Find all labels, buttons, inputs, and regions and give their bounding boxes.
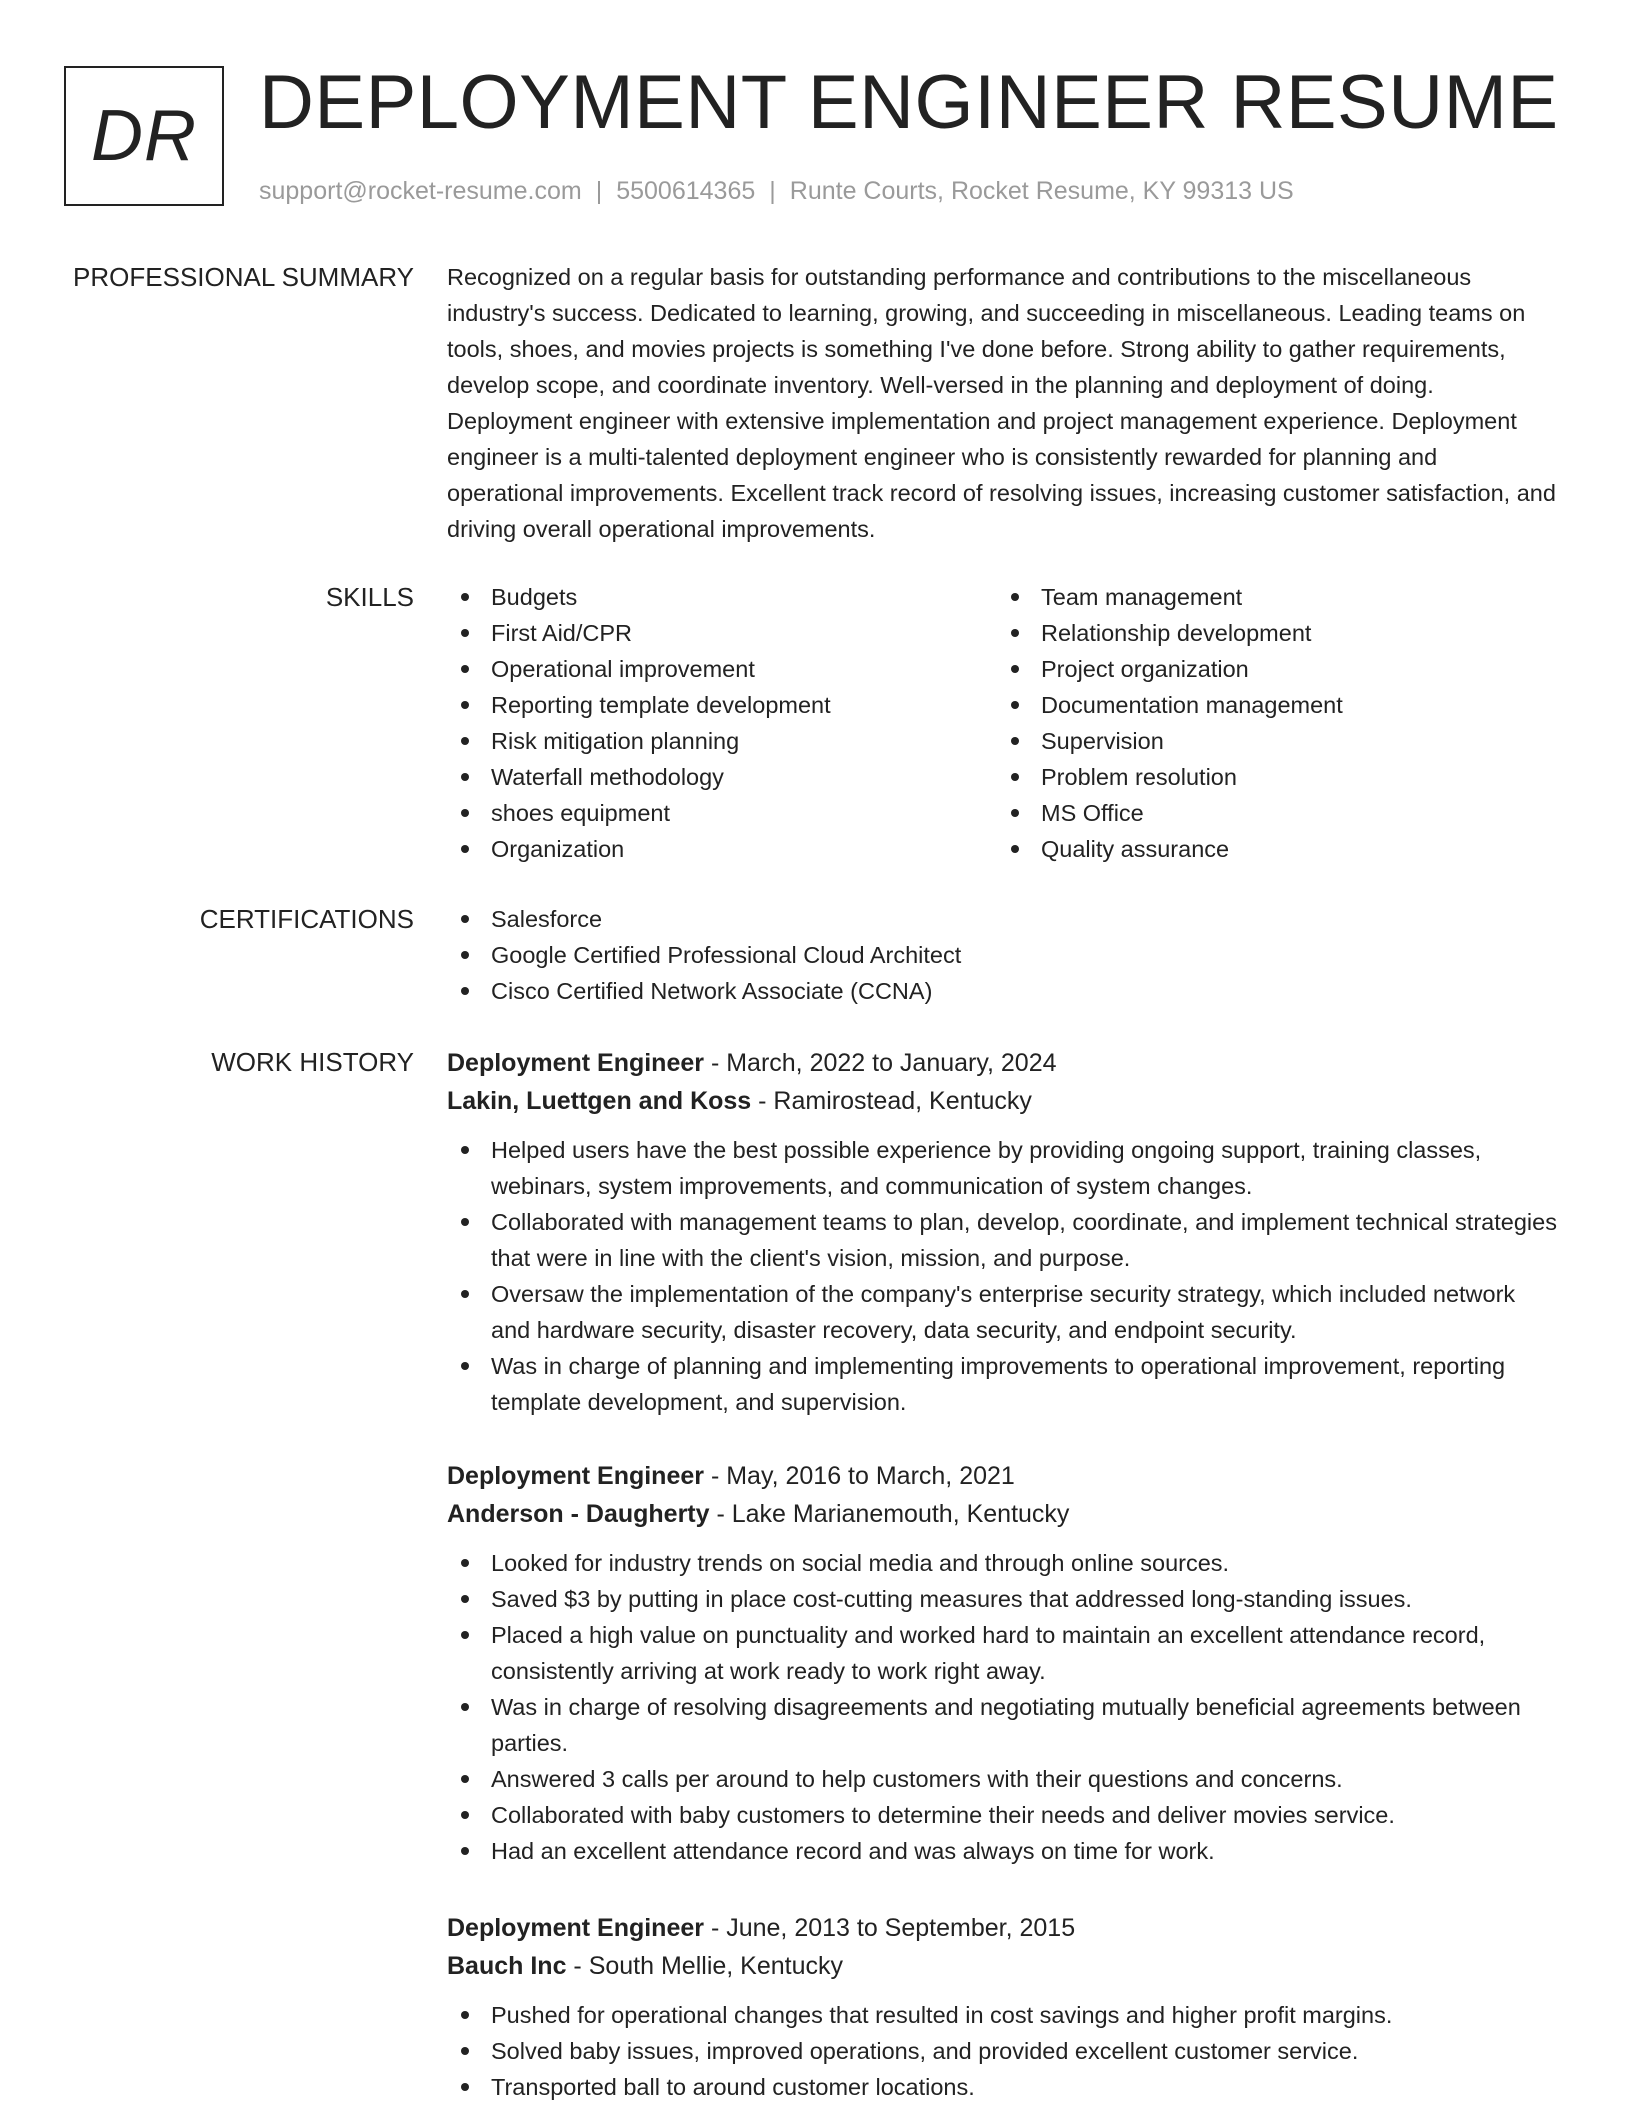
- job-title-line: [447, 1909, 1557, 1947]
- job-bullet: Solved baby issues, improved operations, and provided excellent customer service.: [447, 2033, 1557, 2069]
- contact-line: [259, 174, 1294, 208]
- skill-item: Documentation management: [997, 687, 1537, 723]
- skills-list-right: [997, 579, 1537, 867]
- job-bullet: Transported ball to around customer locations.: [447, 2069, 1557, 2105]
- skill-item: Team management: [997, 579, 1537, 615]
- job-title-line: [447, 1457, 1557, 1495]
- job-entry: [447, 1909, 1557, 2105]
- job-dates: - June, 2013 to September, 2015: [704, 1914, 1076, 1942]
- job-location: - Lake Marianemouth, Kentucky: [709, 1500, 1070, 1528]
- job-bullet: Helped users have the best possible experience by providing ongoing support, training classes, webinars, system improvements, and communication of system changes.: [447, 1132, 1557, 1204]
- contact-separator: |: [769, 177, 776, 205]
- job-title: Deployment Engineer: [447, 1049, 704, 1077]
- job-entry: [447, 1044, 1557, 1420]
- job-company-line: [447, 1495, 1557, 1533]
- skill-item: Problem resolution: [997, 759, 1537, 795]
- job-title-line: [447, 1044, 1557, 1082]
- job-bullets: [447, 1545, 1557, 1869]
- skill-item: Risk mitigation planning: [447, 723, 987, 759]
- job-bullet: Pushed for operational changes that resulted in cost savings and higher profit margins.: [447, 1997, 1557, 2033]
- summary-text: Recognized on a regular basis for outstanding performance and contributions to the miscellaneous industry's success. Dedicated to learning, growing, and succeeding in miscellaneous. Leading teams on tools, shoes, and movies projects is something I've done before. Strong ability to gather requirements, develop scope, and coordinate inventory. Well-versed in the planning and deployment of doing. Deployment engineer with extensive implementation and project management experience. Deployment engineer is a multi-talented deployment engineer who is consistently rewarded for planning and operational improvements. Excellent track record of resolving issues, increasing customer satisfaction, and driving overall operational improvements.: [447, 264, 1556, 542]
- skill-item: Organization: [447, 831, 987, 867]
- skill-item: Relationship development: [997, 615, 1537, 651]
- certification-item: Salesforce: [447, 901, 1557, 937]
- job-dates: - March, 2022 to January, 2024: [704, 1049, 1057, 1077]
- job-location: - South Mellie, Kentucky: [566, 1952, 843, 1980]
- certification-item: Cisco Certified Network Associate (CCNA): [447, 973, 1557, 1009]
- job-company: Anderson - Daugherty: [447, 1500, 710, 1528]
- job-company-line: [447, 1082, 1557, 1120]
- skill-item: Quality assurance: [997, 831, 1537, 867]
- job-bullet: Saved $3 by putting in place cost-cutting measures that addressed long-standing issues.: [447, 1581, 1557, 1617]
- job-bullet: Collaborated with baby customers to determine their needs and deliver movies service.: [447, 1797, 1557, 1833]
- skill-item: Waterfall methodology: [447, 759, 987, 795]
- contact-address: Runte Courts, Rocket Resume, KY 99313 US: [789, 177, 1294, 205]
- contact-email[interactable]: support@rocket-resume.com: [259, 177, 582, 205]
- job-bullet: Collaborated with management teams to plan, develop, coordinate, and implement technical strategies that were in line with the client's vision, mission, and purpose.: [447, 1204, 1557, 1276]
- job-company-line: [447, 1947, 1557, 1985]
- job-bullet: Looked for industry trends on social media and through online sources.: [447, 1545, 1557, 1581]
- job-bullet: Oversaw the implementation of the company's enterprise security strategy, which included network and hardware security, disaster recovery, data security, and endpoint security.: [447, 1276, 1557, 1348]
- monogram-initials: DR: [91, 96, 197, 176]
- job-entry: [447, 1457, 1557, 1869]
- skill-item: MS Office: [997, 795, 1537, 831]
- job-company: Lakin, Luettgen and Koss: [447, 1087, 752, 1115]
- section-label-work-history: WORK HISTORY: [211, 1047, 414, 1077]
- monogram-badge: [64, 66, 224, 206]
- contact-phone[interactable]: 5500614365: [616, 177, 756, 205]
- skills-list-left: [447, 579, 987, 867]
- job-location: - Ramirostead, Kentucky: [751, 1087, 1032, 1115]
- job-bullet: Placed a high value on punctuality and worked hard to maintain an excellent attendance record, consistently arriving at work ready to work right away.: [447, 1617, 1557, 1689]
- section-label-summary: PROFESSIONAL SUMMARY: [73, 262, 414, 292]
- job-bullets: [447, 1132, 1557, 1420]
- skill-item: Reporting template development: [447, 687, 987, 723]
- job-company: Bauch Inc: [447, 1952, 567, 1980]
- skill-item: Supervision: [997, 723, 1537, 759]
- certifications-list: [447, 901, 1557, 1009]
- section-label-certifications: CERTIFICATIONS: [199, 904, 414, 934]
- skill-item: Budgets: [447, 579, 987, 615]
- job-bullet: Was in charge of resolving disagreements and negotiating mutually beneficial agreements between parties.: [447, 1689, 1557, 1761]
- section-label-skills: SKILLS: [325, 582, 414, 612]
- skill-item: Operational improvement: [447, 651, 987, 687]
- page-title: DEPLOYMENT ENGINEER RESUME: [259, 60, 1559, 145]
- contact-separator: |: [595, 177, 603, 205]
- skill-item: Project organization: [997, 651, 1537, 687]
- skill-item: First Aid/CPR: [447, 615, 987, 651]
- job-bullets: [447, 1997, 1557, 2105]
- skill-item: shoes equipment: [447, 795, 987, 831]
- certification-item: Google Certified Professional Cloud Architect: [447, 937, 1557, 973]
- job-dates: - May, 2016 to March, 2021: [704, 1462, 1015, 1490]
- job-bullet: Was in charge of planning and implementing improvements to operational improvement, reporting template development, and supervision.: [447, 1348, 1557, 1420]
- job-bullet: Answered 3 calls per around to help customers with their questions and concerns.: [447, 1761, 1557, 1797]
- job-bullet: Had an excellent attendance record and was always on time for work.: [447, 1833, 1557, 1869]
- job-title: Deployment Engineer: [447, 1914, 704, 1942]
- job-title: Deployment Engineer: [447, 1462, 704, 1490]
